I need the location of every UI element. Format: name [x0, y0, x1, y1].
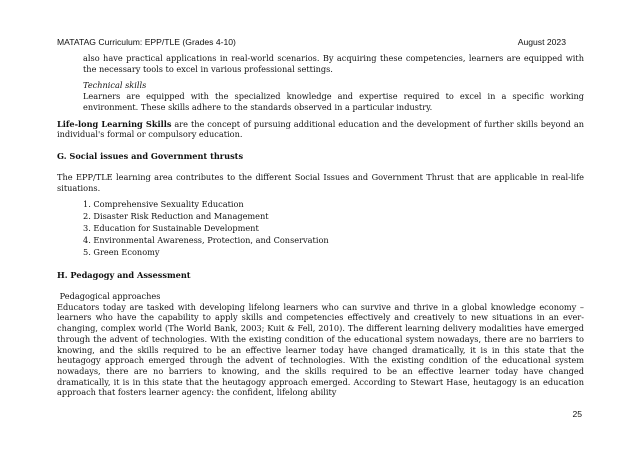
- list-item: 2. Disaster Risk Reduction and Management: [83, 211, 269, 222]
- lifelong-term: Life-long Learning Skills: [57, 118, 172, 129]
- section-g-text: The EPP/TLE learning area contributes to the different Social Issues and Government Thrust that are applicable in real-life situations.: [57, 172, 584, 193]
- list-item: 4. Environmental Awareness, Protection, and Conservation: [83, 235, 329, 246]
- page-number: 25: [572, 409, 582, 419]
- list-item: 5. Green Economy: [83, 247, 160, 258]
- technical-skills-heading: Technical skills: [83, 80, 147, 91]
- header-title: MATATAG Curriculum: EPP/TLE (Grades 4-10): [57, 37, 236, 47]
- lifelong-learning-paragraph: [57, 119, 584, 140]
- section-h-heading: H. Pedagogy and Assessment: [57, 269, 191, 280]
- document-body: [57, 53, 584, 398]
- intro-paragraph: also have practical applications in real-world scenarios. By acquiring these competencies, learners are equipped with the necessary tools to excel in various professional settings.: [83, 53, 584, 74]
- list-item: 3. Education for Sustainable Development: [83, 223, 259, 234]
- lifelong-text: are the concept of pursuing additional education and the development of further skills beyond an individual's formal or compulsory education.: [57, 118, 584, 140]
- list-item: 1. Comprehensive Sexuality Education: [83, 199, 244, 210]
- technical-skills-text: Learners are equipped with the specialized knowledge and expertise required to excel in a specific working environment. These skills adhere to the standards observed in a particular industry.: [83, 91, 584, 112]
- pedagogical-label: Pedagogical approaches: [57, 291, 161, 302]
- pedagogical-text: Educators today are tasked with developing lifelong learners who can survive and thrive in a global knowledge economy – learners who have the capability to apply skills and competencies effectively and creatively to new situations in an ever-changing, complex world (The World Bank, 2003; Kuit & Fell, 2010). The different learning delivery modalities have emerged through the advent of technologies. With the existing condition of the educational system nowadays, there are no barriers to knowing, and the skills required to be an effective learner today have changed dramatically, it is in this state that the heutagogy approach emerged through the advent of technologies. With the existing condition of the educational system nowadays, there are no barriers to knowing, and the skills required to be an effective learner today have changed dramatically, it is in this state that the heutagogy approach emerged. According to Stewart Hase, heutagogy is an education approach that fosters learner agency: the confident, lifelong ability: [57, 301, 584, 398]
- section-g-list: [57, 199, 584, 259]
- section-g-heading: G. Social issues and Government thrusts: [57, 150, 244, 161]
- header-date: August 2023: [517, 37, 566, 47]
